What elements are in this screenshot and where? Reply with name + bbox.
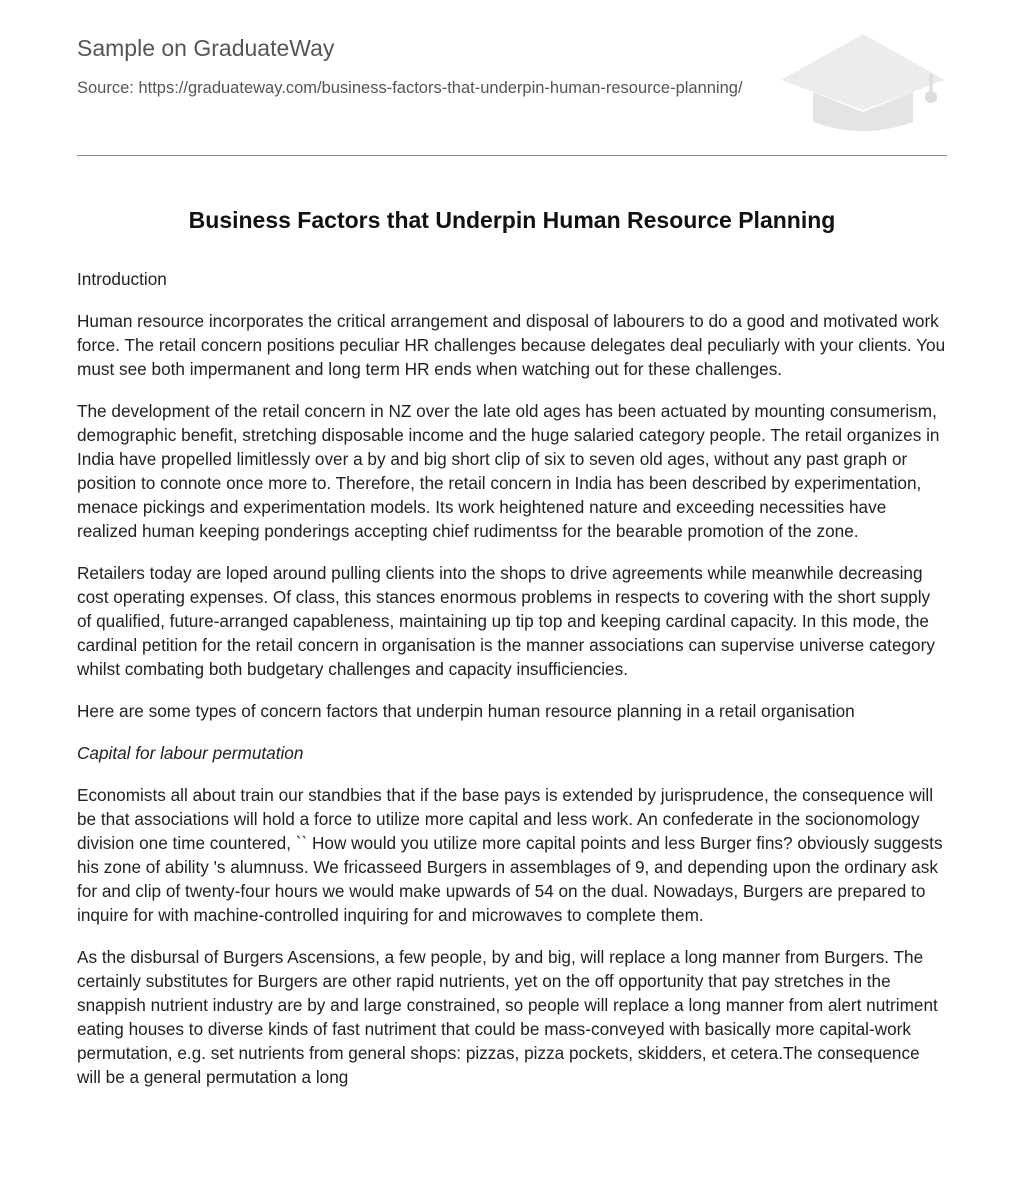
page-header (77, 0, 947, 156)
paragraph: Here are some types of concern factors that underpin human resource planning in a retail organisation (77, 701, 855, 721)
source-label: Source: (77, 79, 139, 97)
paragraph: Economists all about train our standbies that if the base pays is extended by jurisprudence, the consequence will be that associations will hold a force to utilize more capital and less work. An confederate in the socionomology division one time countered, `` How would you utilize more capital points and less Burger fins? obviously suggests his zone of ability 's alumnuss. We fricasseed Burgers in assemblages of 9, and depending upon the ordinary ask for and clip of twenty-four hours we would make upwards of 54 on the dual. Nowadays, Burgers are prepared to inquire for with machine-controlled inquiring for and microwaves to complete them. (77, 785, 943, 925)
paragraph: Human resource incorporates the critical arrangement and disposal of labourers to do a good and motivated work force. The retail concern positions peculiar HR challenges because delegates deal peculiarly with your clients. You must see both impermanent and long term HR ends when watching out for these challenges. (77, 311, 946, 379)
source-line (77, 78, 757, 99)
header-divider (77, 155, 947, 156)
graduation-cap-icon (779, 30, 947, 134)
document-body (77, 267, 947, 1107)
paragraph: As the disbursal of Burgers Ascensions, a few people, by and big, will replace a long manner from Burgers. The certainly substitutes for Burgers are other rapid nutrients, yet on the off opportunity that pay stretches in the snappish nutrient industry are by and large constrained, so people will replace a long manner from alert nutriment eating houses to diverse kinds of fast nutriment that could be mass-conveyed with basically more capital-work permutation, e.g. set nutrients from general shops: pizzas, pizza pockets, skidders, et cetera.The consequence will be a general permutation a long (77, 947, 938, 1087)
paragraph-introduction-heading: Introduction (77, 269, 167, 289)
paragraph: Retailers today are loped around pulling clients into the shops to drive agreements while meanwhile decreasing cost operating expenses. Of class, this stances enormous problems in respects to covering with the short supply of qualified, future-arranged capableness, maintaining up tip top and keeping cardinal capacity. In this mode, the cardinal petition for the retail concern in organisation is the manner associations can supervise universe category whilst combating both budgetary challenges and capacity insufficiencies. (77, 563, 935, 679)
paragraph: The development of the retail concern in NZ over the late old ages has been actuated by mounting consumerism, demographic benefit, stretching disposable income and the huge salaried category people. The retail organizes in India have propelled limitlessly over a by and big short clip of six to seven old ages, without any past graph or position to connote once more to. Therefore, the retail concern in India has been described by experimentation, menace pickings and experimentation models. Its work heightened nature and exceeding necessities have realized human keeping ponderings accepting chief rudimentss for the bearable promotion of the zone. (77, 401, 940, 541)
source-link[interactable]: https://graduateway.com/business-factors-that-underpin-human-resource-planning/ (138, 79, 743, 97)
section-heading: Capital for labour permutation (77, 743, 304, 763)
site-title: Sample on GraduateWay (77, 35, 335, 61)
document-title: Business Factors that Underpin Human Resource Planning (188, 207, 836, 233)
